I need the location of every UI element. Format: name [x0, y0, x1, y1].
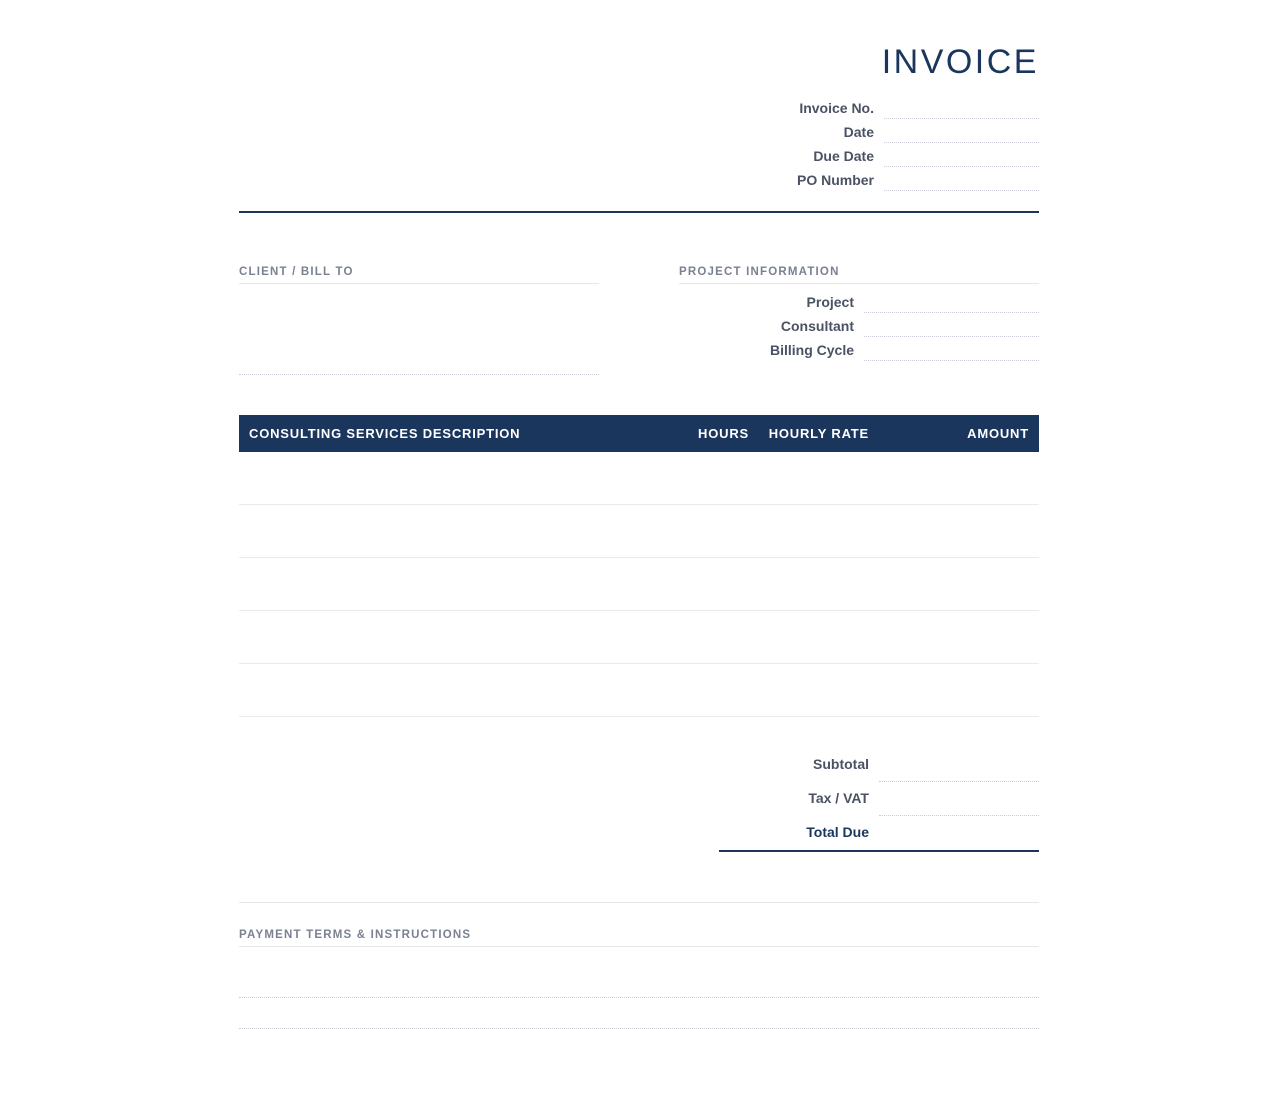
billing-cycle-row [679, 338, 1039, 362]
payment-heading-row [239, 903, 1039, 947]
table-header [239, 415, 1039, 452]
column-header-amount: AMOUNT [967, 426, 1029, 441]
invoice-title: INVOICE [881, 43, 1039, 81]
column-header-description: CONSULTING SERVICES DESCRIPTION [249, 426, 521, 441]
project-field[interactable] [864, 290, 1039, 313]
services-table [239, 415, 1039, 717]
project-section [679, 262, 1039, 362]
subtotal-label: Subtotal [813, 756, 869, 772]
client-section [239, 262, 599, 375]
billing-cycle-label: Billing Cycle [769, 342, 854, 358]
payment-section [239, 902, 1039, 1029]
meta-row-due-date [739, 144, 1039, 168]
subtotal-field[interactable] [879, 748, 1039, 782]
table-row[interactable] [239, 452, 1039, 505]
consultant-label: Consultant [780, 318, 854, 334]
project-label: Project [806, 294, 854, 310]
meta-row-invoice-no [739, 96, 1039, 120]
total-due-row [719, 816, 1039, 850]
billing-cycle-field[interactable] [864, 338, 1039, 361]
table-row[interactable] [239, 664, 1039, 717]
total-divider [719, 850, 1039, 852]
consultant-row [679, 314, 1039, 338]
client-heading-row [239, 262, 599, 284]
due-date-field[interactable] [884, 144, 1039, 167]
po-number-field[interactable] [884, 168, 1039, 191]
table-row[interactable] [239, 611, 1039, 664]
payment-heading: PAYMENT TERMS & INSTRUCTIONS [239, 929, 472, 941]
payment-terms-line[interactable] [239, 947, 1039, 998]
total-due-label: Total Due [806, 824, 869, 840]
meta-label: PO Number [796, 172, 874, 188]
tax-field[interactable] [879, 782, 1039, 816]
project-heading-row [679, 262, 1039, 284]
totals-section [719, 748, 1039, 850]
client-heading: CLIENT / BILL TO [239, 266, 354, 278]
meta-label: Invoice No. [799, 100, 874, 116]
column-header-hours: HOURS [698, 426, 749, 441]
date-field[interactable] [884, 120, 1039, 143]
table-row[interactable] [239, 558, 1039, 611]
tax-label: Tax / VAT [808, 790, 869, 806]
header-divider [239, 211, 1039, 213]
subtotal-row [719, 748, 1039, 782]
meta-row-date [739, 120, 1039, 144]
meta-label: Date [843, 124, 874, 140]
total-due-field[interactable] [879, 816, 1039, 849]
meta-label: Due Date [813, 148, 874, 164]
project-row [679, 290, 1039, 314]
consultant-field[interactable] [864, 314, 1039, 337]
column-header-rate: HOURLY RATE [768, 426, 869, 441]
client-field[interactable] [239, 284, 599, 375]
invoice-no-field[interactable] [884, 96, 1039, 119]
payment-terms-line[interactable] [239, 998, 1039, 1029]
invoice-meta [739, 96, 1039, 192]
invoice-page [239, 0, 1039, 1098]
table-row[interactable] [239, 505, 1039, 558]
meta-row-po-number [739, 168, 1039, 192]
tax-row [719, 782, 1039, 816]
project-heading: PROJECT INFORMATION [679, 266, 840, 278]
